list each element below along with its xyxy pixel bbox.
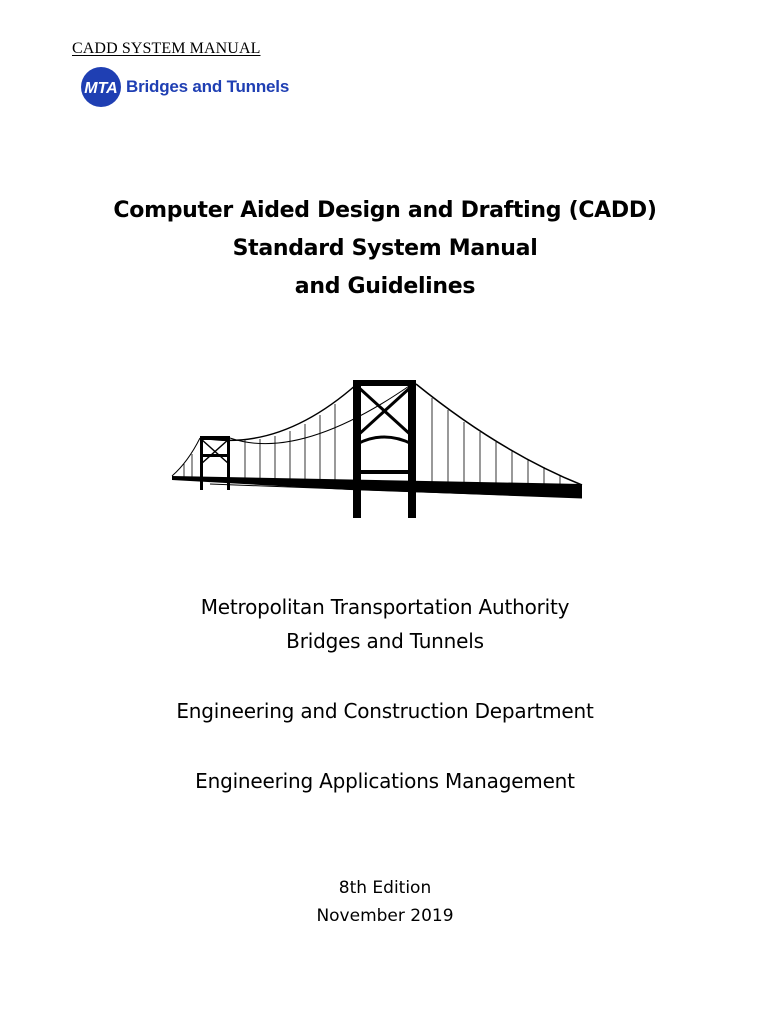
suspension-bridge-icon — [170, 372, 590, 522]
mta-bridges-tunnels-logo — [80, 66, 289, 108]
edition-block — [0, 874, 770, 930]
edition-date: November 2019 — [316, 906, 454, 926]
edition-number: 8th Edition — [338, 878, 432, 898]
group-name: Engineering Applications Management — [195, 769, 575, 793]
organization-block — [0, 590, 770, 658]
document-header-label: CADD SYSTEM MANUAL — [72, 40, 261, 57]
title-line-3: and Guidelines — [294, 274, 476, 299]
department-name: Engineering and Construction Department — [176, 699, 594, 723]
organization-division: Bridges and Tunnels — [286, 629, 484, 653]
title-line-2: Standard System Manual — [232, 236, 538, 261]
document-title — [0, 192, 770, 306]
mta-logo-icon — [80, 66, 122, 108]
title-line-1: Computer Aided Design and Drafting (CADD) — [113, 198, 657, 223]
logo-name: Bridges and Tunnels — [126, 77, 290, 96]
organization-name: Metropolitan Transportation Authority — [200, 595, 570, 619]
logo-badge-text: MTA — [84, 80, 118, 97]
